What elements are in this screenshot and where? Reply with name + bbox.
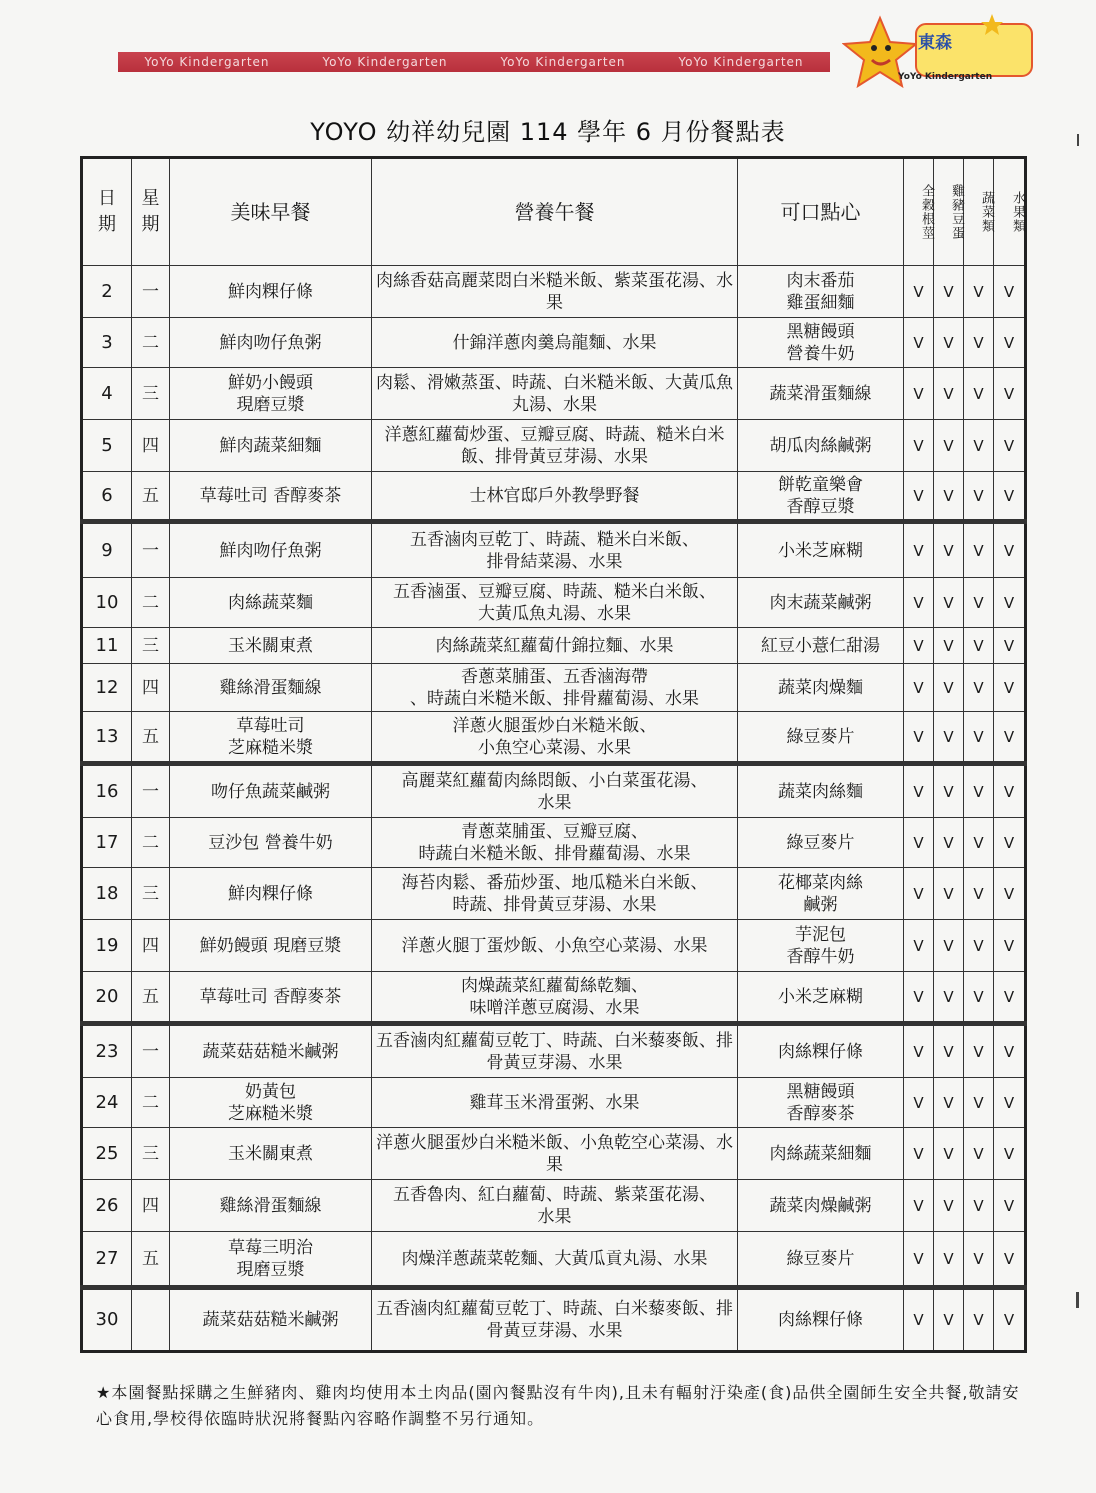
lunch-cell: 青蔥菜脯蛋、豆瓣豆腐、 時蔬白米糙米飯、排骨蘿蔔湯、水果 xyxy=(372,818,738,868)
breakfast-cell: 蔬菜菇菇糙米鹹粥 xyxy=(170,1288,372,1352)
fruit-check: V xyxy=(994,578,1026,628)
breakfast-cell: 鮮肉蔬菜細麵 xyxy=(170,420,372,472)
vegetables-check: V xyxy=(964,368,994,420)
date-cell: 26 xyxy=(82,1180,132,1232)
date-cell: 17 xyxy=(82,818,132,868)
fruit-check: V xyxy=(994,1288,1026,1352)
lunch-cell: 五香滷肉紅蘿蔔豆乾丁、時蔬、白米藜麥飯、排骨黃豆芽湯、水果 xyxy=(372,1288,738,1352)
protein-check: V xyxy=(934,818,964,868)
date-cell: 27 xyxy=(82,1232,132,1288)
protein-check: V xyxy=(934,628,964,664)
protein-check: V xyxy=(934,868,964,920)
weekday-cell: 三 xyxy=(132,628,170,664)
weekday-cell: 五 xyxy=(132,712,170,764)
protein-check: V xyxy=(934,1078,964,1128)
top-banner xyxy=(118,52,830,72)
fruit-check: V xyxy=(994,868,1026,920)
vegetables-check: V xyxy=(964,712,994,764)
weekday-cell: 二 xyxy=(132,1078,170,1128)
lunch-cell: 五香魯肉、紅白蘿蔔、時蔬、紫菜蛋花湯、 水果 xyxy=(372,1180,738,1232)
fruit-check: V xyxy=(994,972,1026,1024)
vegetables-check: V xyxy=(964,472,994,522)
grains-check: V xyxy=(904,420,934,472)
logo-text: 東森 xyxy=(918,33,952,53)
page-mark xyxy=(1076,1292,1079,1308)
weekday-cell: 五 xyxy=(132,1232,170,1288)
kindergarten-logo xyxy=(842,14,1038,96)
fruit-check: V xyxy=(994,1024,1026,1078)
grains-check: V xyxy=(904,818,934,868)
grains-check: V xyxy=(904,522,934,578)
vegetables-check: V xyxy=(964,1128,994,1180)
breakfast-cell: 鮮肉吻仔魚粥 xyxy=(170,318,372,368)
header-date: 日期 xyxy=(82,158,132,266)
grains-check: V xyxy=(904,1180,934,1232)
table-row xyxy=(82,972,1026,1024)
fruit-check: V xyxy=(994,664,1026,712)
table-row xyxy=(82,818,1026,868)
breakfast-cell: 蔬菜菇菇糙米鹹粥 xyxy=(170,1024,372,1078)
lunch-cell: 雞茸玉米滑蛋粥、水果 xyxy=(372,1078,738,1128)
table-row xyxy=(82,764,1026,818)
lunch-cell: 肉絲香菇高麗菜悶白米糙米飯、紫菜蛋花湯、水果 xyxy=(372,266,738,318)
page-mark xyxy=(1077,134,1079,146)
vegetables-check: V xyxy=(964,818,994,868)
weekday-cell: 一 xyxy=(132,764,170,818)
protein-check: V xyxy=(934,1128,964,1180)
header-weekday: 星期 xyxy=(132,158,170,266)
grains-check: V xyxy=(904,628,934,664)
vegetables-check: V xyxy=(964,628,994,664)
date-cell: 11 xyxy=(82,628,132,664)
grains-check: V xyxy=(904,1128,934,1180)
weekday-cell: 四 xyxy=(132,420,170,472)
vegetables-check: V xyxy=(964,764,994,818)
fruit-check: V xyxy=(994,628,1026,664)
lunch-cell: 香蔥菜脯蛋、五香滷海帶 、時蔬白米糙米飯、排骨蘿蔔湯、水果 xyxy=(372,664,738,712)
breakfast-cell: 鮮肉吻仔魚粥 xyxy=(170,522,372,578)
breakfast-cell: 鮮肉粿仔條 xyxy=(170,868,372,920)
date-cell: 18 xyxy=(82,868,132,920)
protein-check: V xyxy=(934,664,964,712)
breakfast-cell: 奶黃包 芝麻糙米漿 xyxy=(170,1078,372,1128)
snack-cell: 蔬菜肉絲麵 xyxy=(738,764,904,818)
breakfast-cell: 草莓吐司 香醇麥茶 xyxy=(170,972,372,1024)
header-breakfast: 美味早餐 xyxy=(170,158,372,266)
breakfast-cell: 鮮奶小饅頭 現磨豆漿 xyxy=(170,368,372,420)
table-row xyxy=(82,1232,1026,1288)
snack-cell: 肉絲粿仔條 xyxy=(738,1288,904,1352)
protein-check: V xyxy=(934,368,964,420)
date-cell: 3 xyxy=(82,318,132,368)
page-title: YOYO 幼祥幼兒園 114 學年 6 月份餐點表 xyxy=(310,118,786,146)
lunch-cell: 海苔肉鬆、番茄炒蛋、地瓜糙米白米飯、 時蔬、排骨黃豆芽湯、水果 xyxy=(372,868,738,920)
vegetables-check: V xyxy=(964,318,994,368)
grains-check: V xyxy=(904,920,934,972)
breakfast-cell: 雞絲滑蛋麵線 xyxy=(170,664,372,712)
footnote: ★本園餐點採購之生鮮豬肉、雞肉均使用本土肉品(園內餐點沒有牛肉),且未有輻射汙染產(食)品供全園師生安全共餐,敬請安心食用,學校得依臨時狀況將餐點內容略作調整不另行通知。 xyxy=(96,1383,1020,1428)
grains-check: V xyxy=(904,472,934,522)
logo-subtitle: YoYo Kindergarten xyxy=(898,72,993,82)
table-row xyxy=(82,472,1026,522)
lunch-cell: 肉燥蔬菜紅蘿蔔絲乾麵、 味噌洋蔥豆腐湯、水果 xyxy=(372,972,738,1024)
banner-text: YoYo Kindergarten xyxy=(322,55,448,69)
grains-check: V xyxy=(904,578,934,628)
table-row xyxy=(82,578,1026,628)
fruit-check: V xyxy=(994,318,1026,368)
breakfast-cell: 玉米關東煮 xyxy=(170,628,372,664)
date-cell: 13 xyxy=(82,712,132,764)
grains-check: V xyxy=(904,1288,934,1352)
breakfast-cell: 吻仔魚蔬菜鹹粥 xyxy=(170,764,372,818)
weekday-cell: 二 xyxy=(132,578,170,628)
table-row xyxy=(82,1128,1026,1180)
snack-cell: 花椰菜肉絲 鹹粥 xyxy=(738,868,904,920)
grains-check: V xyxy=(904,1024,934,1078)
fruit-check: V xyxy=(994,1078,1026,1128)
weekday-cell: 一 xyxy=(132,522,170,578)
fruit-check: V xyxy=(994,712,1026,764)
table-row xyxy=(82,1180,1026,1232)
grains-check: V xyxy=(904,266,934,318)
snack-cell: 小米芝麻糊 xyxy=(738,972,904,1024)
fruit-check: V xyxy=(994,1180,1026,1232)
table-row xyxy=(82,1078,1026,1128)
header-grains: 全穀根莖 xyxy=(904,158,934,266)
vegetables-check: V xyxy=(964,1078,994,1128)
snack-cell: 胡瓜肉絲鹹粥 xyxy=(738,420,904,472)
table-row xyxy=(82,266,1026,318)
table-row xyxy=(82,318,1026,368)
vegetables-check: V xyxy=(964,266,994,318)
table-row xyxy=(82,1288,1026,1352)
protein-check: V xyxy=(934,764,964,818)
date-cell: 2 xyxy=(82,266,132,318)
table-row xyxy=(82,1024,1026,1078)
table-row xyxy=(82,628,1026,664)
breakfast-cell: 雞絲滑蛋麵線 xyxy=(170,1180,372,1232)
protein-check: V xyxy=(934,472,964,522)
lunch-cell: 肉鬆、滑嫩蒸蛋、時蔬、白米糙米飯、大黃瓜魚丸湯、水果 xyxy=(372,368,738,420)
snack-cell: 綠豆麥片 xyxy=(738,818,904,868)
grains-check: V xyxy=(904,318,934,368)
date-cell: 23 xyxy=(82,1024,132,1078)
fruit-check: V xyxy=(994,368,1026,420)
date-cell: 12 xyxy=(82,664,132,712)
protein-check: V xyxy=(934,920,964,972)
lunch-cell: 什錦洋蔥肉羹烏龍麵、水果 xyxy=(372,318,738,368)
table-row xyxy=(82,522,1026,578)
snack-cell: 蔬菜肉燥麵 xyxy=(738,664,904,712)
vegetables-check: V xyxy=(964,972,994,1024)
fruit-check: V xyxy=(994,522,1026,578)
date-cell: 16 xyxy=(82,764,132,818)
grains-check: V xyxy=(904,664,934,712)
banner-text: YoYo Kindergarten xyxy=(144,55,270,69)
lunch-cell: 士林官邸戶外教學野餐 xyxy=(372,472,738,522)
lunch-cell: 五香滷蛋、豆瓣豆腐、時蔬、糙米白米飯、 大黃瓜魚丸湯、水果 xyxy=(372,578,738,628)
weekday-cell xyxy=(132,1288,170,1352)
grains-check: V xyxy=(904,712,934,764)
grains-check: V xyxy=(904,1232,934,1288)
vegetables-check: V xyxy=(964,1232,994,1288)
snack-cell: 肉絲粿仔條 xyxy=(738,1024,904,1078)
date-cell: 4 xyxy=(82,368,132,420)
breakfast-cell: 鮮奶饅頭 現磨豆漿 xyxy=(170,920,372,972)
breakfast-cell: 鮮肉粿仔條 xyxy=(170,266,372,318)
header-snack: 可口點心 xyxy=(738,158,904,266)
snack-cell: 肉末蔬菜鹹粥 xyxy=(738,578,904,628)
grains-check: V xyxy=(904,868,934,920)
date-cell: 10 xyxy=(82,578,132,628)
vegetables-check: V xyxy=(964,1024,994,1078)
weekday-cell: 三 xyxy=(132,868,170,920)
snack-cell: 綠豆麥片 xyxy=(738,1232,904,1288)
protein-check: V xyxy=(934,1232,964,1288)
weekday-cell: 三 xyxy=(132,1128,170,1180)
breakfast-cell: 肉絲蔬菜麵 xyxy=(170,578,372,628)
lunch-cell: 肉絲蔬菜紅蘿蔔什錦拉麵、水果 xyxy=(372,628,738,664)
protein-check: V xyxy=(934,578,964,628)
snack-cell: 芋泥包 香醇牛奶 xyxy=(738,920,904,972)
grains-check: V xyxy=(904,368,934,420)
weekday-cell: 四 xyxy=(132,920,170,972)
vegetables-check: V xyxy=(964,522,994,578)
vegetables-check: V xyxy=(964,1288,994,1352)
fruit-check: V xyxy=(994,818,1026,868)
protein-check: V xyxy=(934,1024,964,1078)
fruit-check: V xyxy=(994,266,1026,318)
weekday-cell: 四 xyxy=(132,1180,170,1232)
banner-text: YoYo Kindergarten xyxy=(500,55,626,69)
fruit-check: V xyxy=(994,420,1026,472)
breakfast-cell: 草莓三明治 現磨豆漿 xyxy=(170,1232,372,1288)
weekday-cell: 一 xyxy=(132,1024,170,1078)
lunch-cell: 洋蔥火腿丁蛋炒飯、小魚空心菜湯、水果 xyxy=(372,920,738,972)
protein-check: V xyxy=(934,1288,964,1352)
header-protein: 雞豬豆蛋 xyxy=(934,158,964,266)
snack-cell: 蔬菜滑蛋麵線 xyxy=(738,368,904,420)
vegetables-check: V xyxy=(964,868,994,920)
fruit-check: V xyxy=(994,1128,1026,1180)
vegetables-check: V xyxy=(964,420,994,472)
snack-cell: 肉絲蔬菜細麵 xyxy=(738,1128,904,1180)
vegetables-check: V xyxy=(964,664,994,712)
table-row xyxy=(82,868,1026,920)
breakfast-cell: 玉米關東煮 xyxy=(170,1128,372,1180)
snack-cell: 黑糖饅頭 香醇麥茶 xyxy=(738,1078,904,1128)
protein-check: V xyxy=(934,1180,964,1232)
lunch-cell: 五香滷肉豆乾丁、時蔬、糙米白米飯、 排骨結菜湯、水果 xyxy=(372,522,738,578)
weekday-cell: 五 xyxy=(132,972,170,1024)
protein-check: V xyxy=(934,266,964,318)
breakfast-cell: 草莓吐司 芝麻糙米漿 xyxy=(170,712,372,764)
date-cell: 9 xyxy=(82,522,132,578)
protein-check: V xyxy=(934,522,964,578)
snack-cell: 蔬菜肉燥鹹粥 xyxy=(738,1180,904,1232)
lunch-cell: 洋蔥紅蘿蔔炒蛋、豆瓣豆腐、時蔬、糙米白米飯、排骨黃豆芽湯、水果 xyxy=(372,420,738,472)
table-row xyxy=(82,920,1026,972)
header-fruit: 水果類 xyxy=(994,158,1026,266)
snack-cell: 餅乾童樂會 香醇豆漿 xyxy=(738,472,904,522)
table-row xyxy=(82,368,1026,420)
snack-cell: 小米芝麻糊 xyxy=(738,522,904,578)
meal-schedule-table xyxy=(80,156,1027,1353)
fruit-check: V xyxy=(994,920,1026,972)
protein-check: V xyxy=(934,712,964,764)
lunch-cell: 五香滷肉紅蘿蔔豆乾丁、時蔬、白米藜麥飯、排骨黃豆芽湯、水果 xyxy=(372,1024,738,1078)
lunch-cell: 洋蔥火腿蛋炒白米糙米飯、 小魚空心菜湯、水果 xyxy=(372,712,738,764)
breakfast-cell: 豆沙包 營養牛奶 xyxy=(170,818,372,868)
table-row xyxy=(82,664,1026,712)
fruit-check: V xyxy=(994,1232,1026,1288)
date-cell: 5 xyxy=(82,420,132,472)
lunch-cell: 高麗菜紅蘿蔔肉絲悶飯、小白菜蛋花湯、 水果 xyxy=(372,764,738,818)
meal-rows xyxy=(82,266,1026,1352)
date-cell: 24 xyxy=(82,1078,132,1128)
breakfast-cell: 草莓吐司 香醇麥茶 xyxy=(170,472,372,522)
weekday-cell: 四 xyxy=(132,664,170,712)
header-lunch: 營養午餐 xyxy=(372,158,738,266)
protein-check: V xyxy=(934,420,964,472)
vegetables-check: V xyxy=(964,920,994,972)
snack-cell: 綠豆麥片 xyxy=(738,712,904,764)
table-row xyxy=(82,712,1026,764)
weekday-cell: 五 xyxy=(132,472,170,522)
protein-check: V xyxy=(934,318,964,368)
fruit-check: V xyxy=(994,472,1026,522)
weekday-cell: 三 xyxy=(132,368,170,420)
weekday-cell: 一 xyxy=(132,266,170,318)
snack-cell: 肉末番茄 雞蛋細麵 xyxy=(738,266,904,318)
date-cell: 6 xyxy=(82,472,132,522)
grains-check: V xyxy=(904,1078,934,1128)
snack-cell: 黑糖饅頭 營養牛奶 xyxy=(738,318,904,368)
vegetables-check: V xyxy=(964,578,994,628)
vegetables-check: V xyxy=(964,1180,994,1232)
weekday-cell: 二 xyxy=(132,318,170,368)
lunch-cell: 肉燥洋蔥蔬菜乾麵、大黃瓜貢丸湯、水果 xyxy=(372,1232,738,1288)
fruit-check: V xyxy=(994,764,1026,818)
snack-cell: 紅豆小薏仁甜湯 xyxy=(738,628,904,664)
table-row xyxy=(82,420,1026,472)
lunch-cell: 洋蔥火腿蛋炒白米糙米飯、小魚乾空心菜湯、水果 xyxy=(372,1128,738,1180)
date-cell: 19 xyxy=(82,920,132,972)
date-cell: 30 xyxy=(82,1288,132,1352)
grains-check: V xyxy=(904,764,934,818)
banner-text: YoYo Kindergarten xyxy=(678,55,804,69)
header-vegetables: 蔬菜類 xyxy=(964,158,994,266)
weekday-cell: 二 xyxy=(132,818,170,868)
grains-check: V xyxy=(904,972,934,1024)
date-cell: 20 xyxy=(82,972,132,1024)
protein-check: V xyxy=(934,972,964,1024)
date-cell: 25 xyxy=(82,1128,132,1180)
